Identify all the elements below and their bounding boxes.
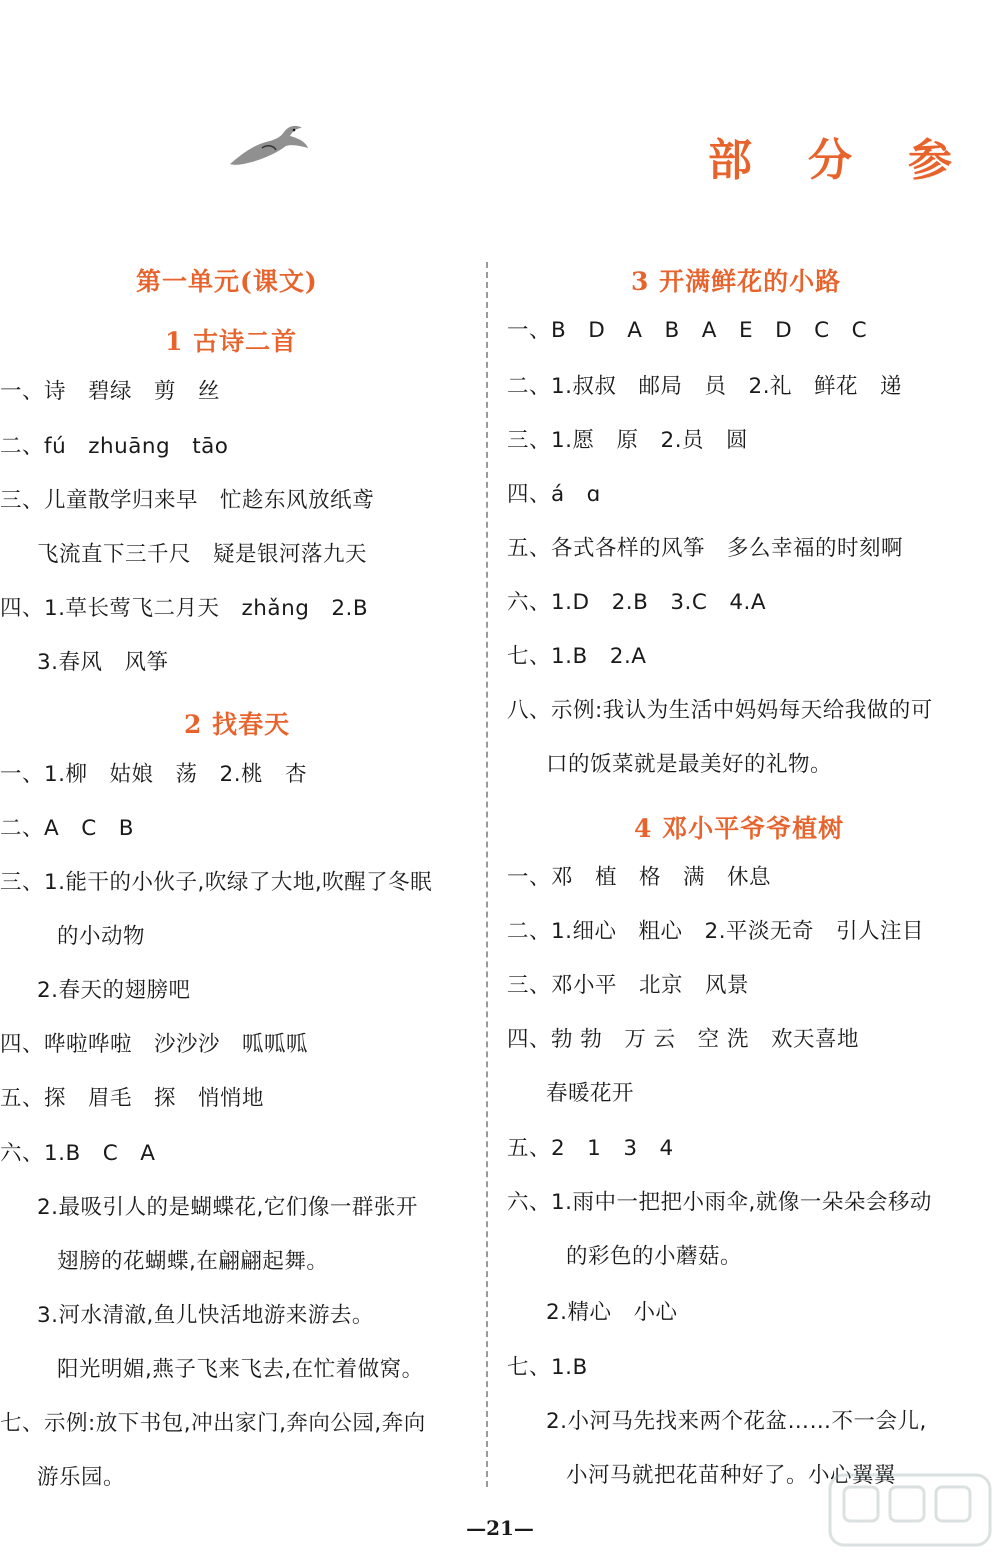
answer-line: 3.春风 风筝 bbox=[37, 650, 169, 675]
answer-line: 春暖花开 bbox=[546, 1081, 635, 1106]
answer-line: 四、哗啦哗啦 沙沙沙 呱呱呱 bbox=[0, 1032, 309, 1057]
title-char-3: 参 bbox=[908, 135, 952, 186]
answer-line: 八、示例:我认为生活中妈妈每天给我做的可 bbox=[507, 698, 933, 723]
answer-line: 口的饭菜就是最美好的礼物。 bbox=[546, 752, 833, 777]
title-char-1: 部 bbox=[708, 135, 752, 186]
lesson-3-title: 3 开满鲜花的小路 bbox=[631, 267, 842, 296]
answer-line: 三、邓小平 北京 风景 bbox=[507, 973, 750, 998]
answer-line: 2.精心 小心 bbox=[546, 1300, 678, 1325]
answer-line: 四、1.草长莺飞二月天 zhǎng 2.B bbox=[0, 596, 369, 621]
answer-line: 二、A C B bbox=[0, 816, 134, 841]
title-char-2: 分 bbox=[808, 135, 852, 186]
answer-line: 3.河水清澈,鱼儿快活地游来游去。 bbox=[37, 1303, 374, 1328]
lesson-2-title: 2 找春天 bbox=[184, 710, 291, 739]
answer-line: 七、1.B 2.A bbox=[507, 644, 647, 669]
answer-line: 一、1.柳 姑娘 荡 2.桃 杏 bbox=[0, 762, 308, 787]
answer-line: 一、B D A B A E D C C bbox=[507, 318, 868, 343]
answer-line: 小河马就把花苗种好了。小心翼翼 bbox=[566, 1463, 897, 1488]
answer-line: 2.小河马先找来两个花盆……不一会儿, bbox=[546, 1409, 927, 1434]
answer-line: 一、诗 碧绿 剪 丝 bbox=[0, 379, 221, 404]
answer-line: 的小动物 bbox=[57, 924, 146, 949]
answer-line: 一、邓 植 格 满 休息 bbox=[507, 865, 772, 890]
page-number: —21— bbox=[466, 1516, 534, 1540]
answer-line: 翅膀的花蝴蝶,在翩翩起舞。 bbox=[57, 1249, 329, 1274]
answer-line: 七、示例:放下书包,冲出家门,奔向公园,奔向 bbox=[0, 1411, 426, 1436]
lesson-4-title: 4 邓小平爷爷植树 bbox=[634, 814, 845, 843]
answer-line: 二、fú zhuāng tāo bbox=[0, 434, 229, 459]
column-divider bbox=[486, 262, 488, 1487]
answer-line: 飞流直下三千尺 疑是银河落九天 bbox=[37, 542, 368, 567]
answer-line: 五、探 眉毛 探 悄悄地 bbox=[0, 1086, 265, 1111]
answer-line: 三、1.愿 原 2.员 圆 bbox=[507, 428, 749, 453]
section-title bbox=[700, 128, 1000, 184]
answer-line: 七、1.B bbox=[507, 1355, 588, 1380]
answer-line: 二、1.细心 粗心 2.平淡无奇 引人注目 bbox=[507, 919, 925, 944]
answer-line: 五、各式各样的风筝 多么幸福的时刻啊 bbox=[507, 536, 904, 561]
answer-line: 四、á ɑ bbox=[507, 482, 601, 507]
answer-line: 六、1.D 2.B 3.C 4.A bbox=[507, 590, 767, 615]
answer-line: 的彩色的小蘑菇。 bbox=[566, 1244, 743, 1269]
watermark-stamp-icon bbox=[820, 1465, 1000, 1555]
answer-line: 三、儿童散学归来早 忙趁东风放纸鸢 bbox=[0, 488, 375, 513]
answer-line: 四、勃 勃 万 云 空 洗 欢天喜地 bbox=[507, 1027, 860, 1052]
answer-line: 二、1.叔叔 邮局 员 2.礼 鲜花 递 bbox=[507, 374, 903, 399]
unit-title: 第一单元(课文) bbox=[136, 267, 318, 296]
answer-line: 阳光明媚,燕子飞来飞去,在忙着做窝。 bbox=[57, 1357, 424, 1382]
answer-line: 六、1.雨中一把把小雨伞,就像一朵朵会移动 bbox=[507, 1190, 932, 1215]
answer-line: 2.春天的翅膀吧 bbox=[37, 978, 191, 1003]
answer-line: 六、1.B C A bbox=[0, 1141, 156, 1166]
answer-line: 游乐园。 bbox=[37, 1465, 126, 1490]
bird-illustration-icon bbox=[222, 118, 312, 174]
lesson-1-title: 1 古诗二首 bbox=[165, 327, 298, 356]
answer-line: 2.最吸引人的是蝴蝶花,它们像一群张开 bbox=[37, 1195, 418, 1220]
answer-line: 三、1.能干的小伙子,吹绿了大地,吹醒了冬眠 bbox=[0, 870, 433, 895]
answer-line: 五、2 1 3 4 bbox=[507, 1136, 674, 1161]
